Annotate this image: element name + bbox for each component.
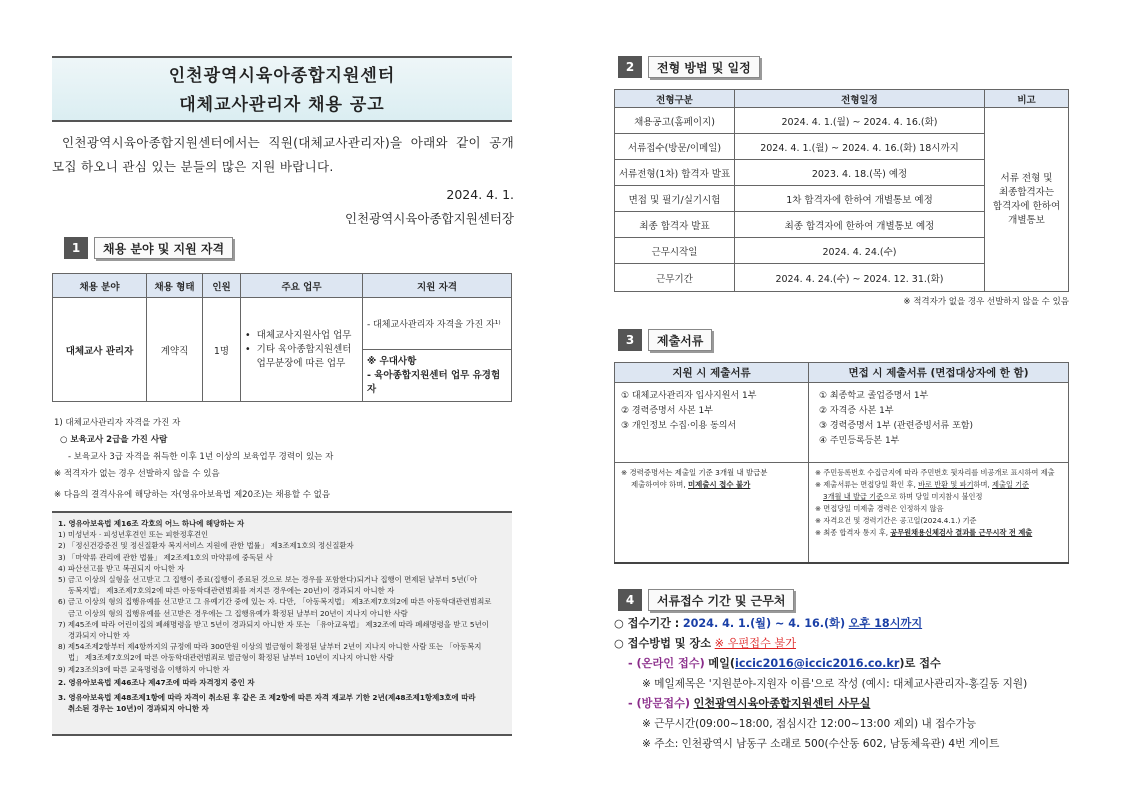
- disq-item: 4) 파산선고를 받고 복권되지 아니한 자: [58, 563, 185, 573]
- cell-interview-docs: [809, 383, 1069, 463]
- disq-item: 동복지법」 제3조제7호의2에 따른 아동학대관련범죄를 저지른 경우에는 20년)이 경과되지 아니한 자: [68, 586, 395, 596]
- announce-date: 2024. 4. 1.: [446, 187, 514, 202]
- visit-line: - (방문접수) 인천광역시육아종합지원센터 사무실: [628, 697, 871, 710]
- schedule-table: [614, 89, 1069, 292]
- section-number: 1: [64, 237, 88, 259]
- section-2-header: [618, 56, 760, 78]
- remark-line: 서류 전형 및: [1000, 172, 1053, 184]
- note-2: ○ 보육교사 2급을 가진 사람: [60, 435, 168, 445]
- intro: [52, 131, 514, 226]
- disq-item: 3) 「마약류 관리에 관한 법률」 제2조제1호의 마약류에 중독된 사: [58, 552, 273, 562]
- pref-title: ※ 우대사항: [367, 355, 417, 367]
- method-line: ○ 접수방법 및 장소 ※ 우편접수 불가: [614, 637, 797, 650]
- cell-qual: - 대체교사관리자 자격을 가진 자¹⁾: [363, 298, 512, 350]
- doc-item: ① 대체교사관리자 입사지원서 1부: [621, 391, 757, 401]
- cell-field: 대체교사 관리자: [53, 298, 147, 402]
- hours-note: ※ 근무시간(09:00~18:00, 점심시간 12:00~13:00 제외) 내 접수가능: [642, 718, 977, 730]
- doc-item: ① 최종학교 졸업증명서 1부: [819, 391, 929, 401]
- disq-h2: 2. 영유아보육법 제46조나 제47조에 따라 자격정지 중인 자: [58, 677, 255, 687]
- cell-sched: 2023. 4. 18.(목) 예정: [735, 160, 985, 186]
- duty-item: • 기타 육아종합지원센터 업무분장에 따른 업무: [245, 343, 352, 369]
- th-apply: 지원 시 제출서류: [615, 363, 809, 383]
- doc-item: ③ 개인정보 수집·이용 동의서: [621, 421, 737, 431]
- disq-item: 금고 이상의 형의 집행유예를 선고받은 경우에는 그 집행유예가 확정된 날부터 20년이 지나지 아니한 사람: [68, 608, 408, 618]
- cell-sched: 2024. 4. 24.(수) ~ 2024. 12. 31.(화): [735, 264, 985, 292]
- cell-sched: 2024. 4. 1.(월) ~ 2024. 4. 16.(화): [735, 108, 985, 134]
- documents-table: [614, 362, 1069, 564]
- th-stage: 전형구분: [615, 90, 735, 108]
- period-line: ○ 접수기간 : 2024. 4. 1.(월) ~ 4. 16.(화) 오후 18시까지: [614, 617, 923, 630]
- th-type: 채용 형태: [147, 274, 203, 298]
- email-link[interactable]: iccic2016@iccic2016.co.kr: [735, 657, 900, 670]
- schedule-note: ※ 적격자가 없을 경우 선발하지 않을 수 있음: [903, 297, 1069, 307]
- section-label: 제출서류: [648, 329, 712, 351]
- disq-item: 2) 「정신건강증진 및 정신질환자 복지서비스 지원에 관한 법률」 제3조제1호의 정신질환자: [58, 541, 354, 551]
- disq-h3: 3. 영유아보육법 제48조제1항에 따라 자격이 취소된 후 같은 조 제2항에 따른 자격 재교부 기한 2년(제48조제1항제3호에 따라: [58, 693, 476, 703]
- duty-item: • 대체교사지원사업 업무: [245, 329, 352, 341]
- cell-remark: [985, 108, 1069, 292]
- interview-note-line: ※ 면접당일 미제출 경력은 인정하지 않음: [815, 504, 944, 513]
- disq-item: 7) 제45조에 따라 어린이집의 폐쇄명령을 받고 5년이 경과되지 아니한 자 또는 「유아교육법」 제32조에 따라 폐쇄명령을 받고 5년이: [58, 619, 489, 629]
- th-remark: 비고: [985, 90, 1069, 108]
- cell-apply-note: [615, 463, 809, 563]
- recruit-table: [52, 273, 512, 402]
- cell-interview-note: [809, 463, 1069, 563]
- section-label: 전형 방법 및 일정: [648, 56, 760, 78]
- cell-count: 1명: [203, 298, 241, 402]
- section-1-header: [64, 237, 233, 259]
- remark-line: 합격자에 한하여: [992, 200, 1061, 212]
- pref-item: - 육아종합지원센터 업무 유경험자: [367, 369, 501, 395]
- title-box: [52, 56, 512, 122]
- apply-note-line: ※ 경력증명서는 제출일 기준 3개월 내 발급분: [621, 468, 768, 477]
- disq-h1: 1. 영유아보육법 제16조 각호의 어느 하나에 해당하는 자: [58, 519, 245, 528]
- note-5: ※ 다음의 결격사유에 해당하는 자(영유아보육법 제20조)는 채용할 수 없음: [54, 490, 331, 500]
- th-schedule: 전형일정: [735, 90, 985, 108]
- interview-note-line: ※ 최종 합격자 통지 후, 공무원채용신체검사 결과를 근무시작 전 제출: [815, 528, 1033, 537]
- cell-stage: 채용공고(홈페이지): [615, 108, 735, 134]
- interview-note-line: ※ 주민등록번호 수집금지에 따라 주민번호 뒷자리를 비공개로 표시하여 제출: [815, 468, 1055, 477]
- section-label: 채용 분야 및 지원 자격: [94, 237, 233, 259]
- interview-note-line: ※ 제출서류는 면접당일 확인 후, 바로 반환 및 파기하며, 제출일 기준: [815, 480, 1030, 489]
- cell-type: 계약직: [147, 298, 203, 402]
- cell-sched: 2024. 4. 1.(월) ~ 2024. 4. 16.(화) 18시까지: [735, 134, 985, 160]
- section-number: 2: [618, 56, 642, 78]
- section-3-header: [618, 329, 712, 351]
- interview-note-line: ※ 자격요건 및 경력기간은 공고일(2024.4.1.) 기준: [815, 516, 977, 525]
- cell-stage: 면접 및 필기/실기시험: [615, 186, 735, 212]
- section-number: 4: [618, 589, 642, 611]
- cell-stage: 근무기간: [615, 264, 735, 292]
- remark-line: 개별통보: [1008, 214, 1045, 226]
- online-line: - (온라인 접수) 메일(iccic2016@iccic2016.co.kr)로 접수: [628, 657, 941, 670]
- disq-item: 5) 금고 이상의 실형을 선고받고 그 집행이 종료(집행이 종료된 것으로 보는 경우를 포함한다)되거나 집행이 면제된 날부터 5년(「아: [58, 575, 478, 585]
- disq-item: 8) 제54조제2항부터 제4항까지의 규정에 따라 300만원 이상의 벌금형이 확정된 날부터 2년이 지나지 아니한 사람 또는 「아동복지: [58, 642, 482, 652]
- doc-item: ② 자격증 사본 1부: [819, 406, 894, 416]
- th-count: 인원: [203, 274, 241, 298]
- section-label: 서류접수 기간 및 근무처: [648, 589, 794, 611]
- th-duty: 주요 업무: [241, 274, 363, 298]
- cell-sched: 2024. 4. 24.(수): [735, 238, 985, 264]
- disq-item: 6) 금고 이상의 형의 집행유예를 선고받고 그 유예기간 중에 있는 자. 다만, 「아동복지법」 제3조제7호의2에 따른 아동학대관련범죄로: [58, 597, 492, 607]
- section-4-header: [618, 589, 794, 611]
- cell-sched: 1차 합격자에 한하여 개별통보 예정: [735, 186, 985, 212]
- disqualification-box: [52, 511, 512, 736]
- cell-stage: 서류접수(방문/이메일): [615, 134, 735, 160]
- cell-stage: 서류전형(1차) 합격자 발표: [615, 160, 735, 186]
- interview-note-line: 3개월 내 발급 기준으로 하며 당일 미지참시 불인정: [823, 492, 983, 501]
- section-number: 3: [618, 329, 642, 351]
- disq-h3b: 취소된 경우는 10년)이 경과되지 아니한 자: [68, 704, 209, 714]
- note-4: ※ 적격자가 없는 경우 선발하지 않을 수 있음: [54, 469, 220, 479]
- mail-subject-note: ※ 메일제목은 '지원분야-지원자 이름'으로 작성 (예시: 대체교사관리자-홍길동 지원): [642, 678, 1028, 690]
- page-subtitle: 대체교사관리자 채용 공고: [179, 95, 385, 115]
- cell-pref: [363, 350, 512, 402]
- cell-apply-docs: [615, 383, 809, 463]
- cell-duty: [241, 298, 363, 402]
- doc-item: ③ 경력증명서 1부 (관련증빙서류 포함): [819, 421, 973, 431]
- cell-stage: 근무시작일: [615, 238, 735, 264]
- remark-line: 최종합격자는: [998, 186, 1055, 198]
- th-qual: 지원 자격: [363, 274, 512, 298]
- doc-item: ④ 주민등록등본 1부: [819, 436, 900, 446]
- page-title: 인천광역시육아종합지원센터: [168, 66, 396, 86]
- disq-item: 법」 제3조제7호의2에 따른 아동학대관련범죄로 벌금형이 확정된 날부터 10년이 지나지 아니한 사람: [68, 653, 394, 663]
- announce-org: 인천광역시육아종합지원센터장: [344, 211, 514, 226]
- disq-item: 경과되지 아니한 자: [68, 631, 130, 641]
- note-1: 1) 대체교사관리자 자격을 가진 자: [54, 418, 181, 428]
- application-details: [614, 614, 1074, 754]
- disq-item: 1) 미성년자 · 피성년후견인 또는 피한정후견인: [58, 530, 209, 540]
- qual-notes: [54, 417, 333, 501]
- disq-item: 9) 제23조의3에 따른 교육명령을 이행하지 아니한 자: [58, 664, 230, 674]
- address-note: ※ 주소: 인천광역시 남동구 소래로 500(수산동 602, 남동체육관) 4번 게이트: [642, 738, 1000, 750]
- doc-item: ② 경력증명서 사본 1부: [621, 406, 713, 416]
- th-interview: 면접 시 제출서류 (면접대상자에 한 함): [809, 363, 1069, 383]
- apply-note-line: 제출하여야 하며, 미제출시 접수 불가: [631, 480, 751, 489]
- cell-sched: 최종 합격자에 한하여 개별통보 예정: [735, 212, 985, 238]
- th-field: 채용 분야: [53, 274, 147, 298]
- note-3: - 보육교사 3급 자격을 취득한 이후 1년 이상의 보육업무 경력이 있는 자: [68, 452, 334, 462]
- intro-text: 인천광역시육아종합지원센터에서는 직원(대체교사관리자)을 아래와 같이 공개 모집 하오니 관심 있는 분들의 많은 지원 바랍니다.: [52, 135, 514, 174]
- cell-stage: 최종 합격자 발표: [615, 212, 735, 238]
